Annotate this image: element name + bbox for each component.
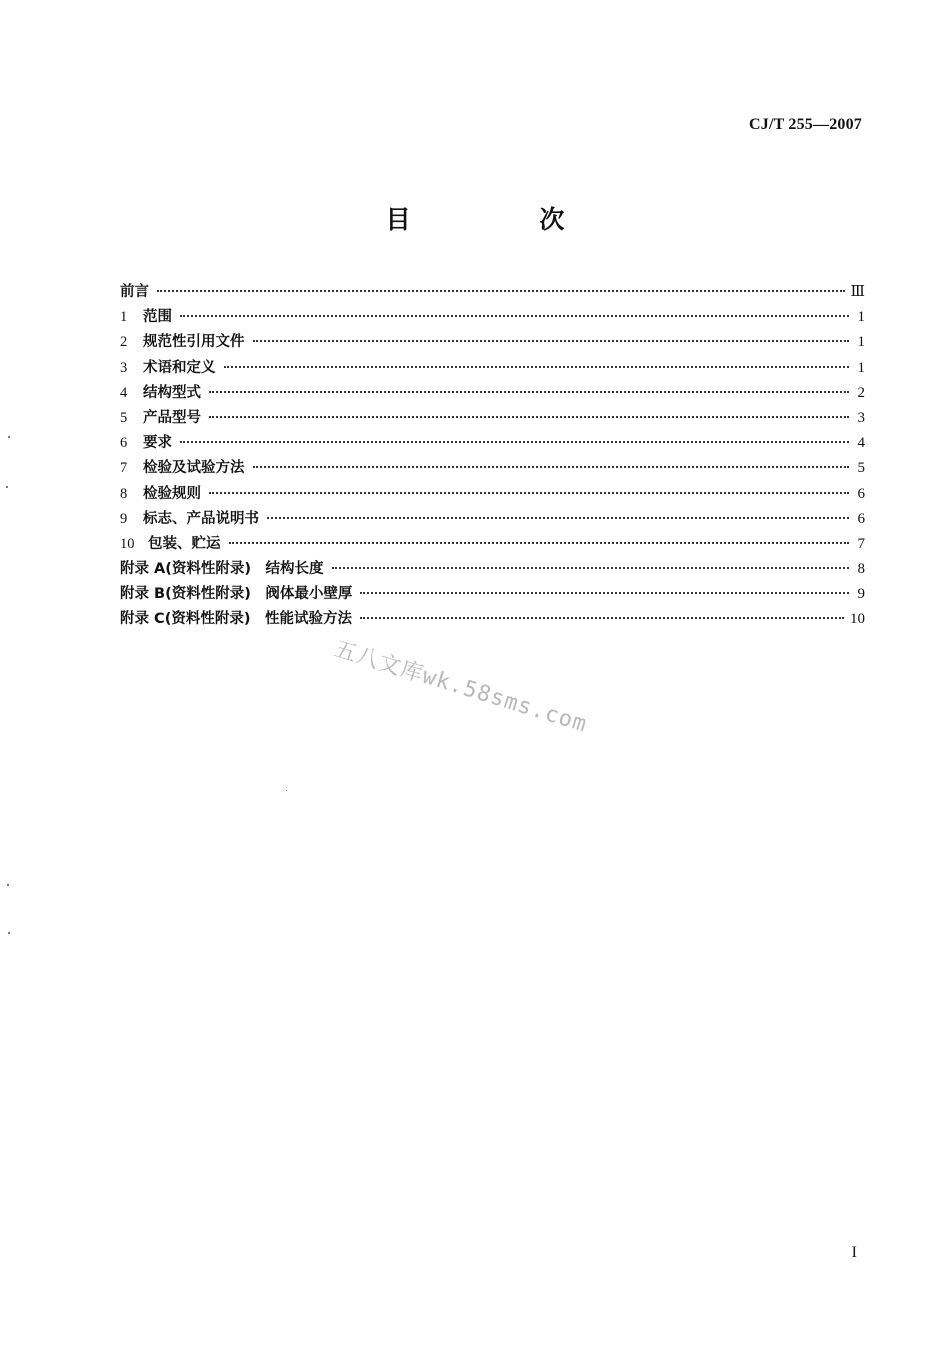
toc-entry-label: 附录 C(资料性附录) 性能试验方法 bbox=[120, 611, 352, 628]
toc-leader-dots bbox=[267, 517, 849, 519]
toc-entry-label: 7 检验及试验方法 bbox=[120, 460, 245, 477]
page-title: 目 次 bbox=[385, 205, 625, 234]
toc-page-number: 5 bbox=[857, 460, 865, 477]
toc-section-number: 6 bbox=[120, 435, 128, 452]
toc-leader-dots bbox=[332, 567, 849, 569]
toc-leader-dots bbox=[209, 492, 849, 494]
toc-entry-product-model[interactable] bbox=[120, 406, 865, 431]
scan-speck bbox=[8, 932, 10, 934]
toc-page-number: 6 bbox=[857, 510, 865, 527]
scan-speck bbox=[286, 790, 287, 791]
toc-page-number: 4 bbox=[857, 435, 865, 452]
toc-leader-dots bbox=[209, 416, 849, 418]
toc-entry-annex-b[interactable] bbox=[120, 582, 865, 607]
toc-leader-dots bbox=[360, 617, 844, 619]
toc-entry-preface[interactable] bbox=[120, 280, 865, 305]
toc-entry-packaging-storage[interactable] bbox=[120, 532, 865, 557]
toc-page-number: 8 bbox=[857, 561, 865, 578]
toc-page-number: 9 bbox=[857, 586, 865, 603]
toc-entry-label: 前言 bbox=[120, 284, 149, 300]
toc-section-number: 10 bbox=[120, 535, 135, 552]
toc-leader-dots bbox=[253, 466, 850, 468]
toc-leader-dots bbox=[180, 315, 849, 317]
toc-section-number: 3 bbox=[120, 359, 128, 376]
toc-leader-dots bbox=[224, 366, 850, 368]
toc-section-number: 9 bbox=[120, 510, 128, 527]
toc-page-number: 1 bbox=[857, 334, 865, 351]
toc-section-number: 8 bbox=[120, 485, 128, 502]
toc-page-number: 10 bbox=[850, 611, 865, 628]
toc-section-number: 2 bbox=[120, 334, 128, 351]
toc-entry-normative-references[interactable] bbox=[120, 330, 865, 355]
toc-page-number: 1 bbox=[857, 359, 865, 376]
toc-leader-dots bbox=[229, 542, 850, 544]
toc-entry-requirements[interactable] bbox=[120, 431, 865, 456]
watermark: 五八文库wk.58sms.com bbox=[331, 636, 591, 738]
scan-speck bbox=[7, 884, 9, 886]
toc-entry-label: 附录 B(资料性附录) 阀体最小壁厚 bbox=[120, 586, 353, 603]
toc-entry-label: 8 检验规则 bbox=[120, 485, 201, 502]
toc-entry-label: 6 要求 bbox=[120, 435, 172, 452]
table-of-contents bbox=[120, 280, 865, 633]
toc-page-number: Ⅲ bbox=[850, 284, 865, 300]
toc-leader-dots bbox=[180, 441, 849, 443]
toc-entry-inspection-rules[interactable] bbox=[120, 482, 865, 507]
page-number: I bbox=[851, 1244, 857, 1261]
toc-page-number: 7 bbox=[857, 535, 865, 552]
toc-entry-annex-a[interactable] bbox=[120, 557, 865, 582]
toc-entry-label: 1 范围 bbox=[120, 309, 172, 326]
toc-entry-label: 5 产品型号 bbox=[120, 409, 201, 426]
toc-entry-annex-c[interactable] bbox=[120, 607, 865, 632]
toc-leader-dots bbox=[360, 592, 849, 594]
scan-speck bbox=[6, 486, 8, 488]
toc-entry-label: 4 结构型式 bbox=[120, 384, 201, 401]
toc-entry-scope[interactable] bbox=[120, 305, 865, 330]
toc-entry-terms-definitions[interactable] bbox=[120, 356, 865, 381]
toc-entry-label: 2 规范性引用文件 bbox=[120, 334, 245, 351]
toc-entry-label: 附录 A(资料性附录) 结构长度 bbox=[120, 561, 324, 578]
toc-page-number: 2 bbox=[857, 384, 865, 401]
toc-entry-label: 10 包装、贮运 bbox=[120, 535, 221, 552]
toc-entry-structure-type[interactable] bbox=[120, 381, 865, 406]
toc-section-number: 7 bbox=[120, 460, 128, 477]
scan-speck bbox=[8, 436, 10, 438]
toc-leader-dots bbox=[209, 391, 849, 393]
toc-section-number: 1 bbox=[120, 309, 128, 326]
toc-page-number: 3 bbox=[857, 409, 865, 426]
toc-entry-test-methods[interactable] bbox=[120, 456, 865, 481]
toc-entry-label: 9 标志、产品说明书 bbox=[120, 510, 259, 527]
toc-section-number: 5 bbox=[120, 409, 128, 426]
toc-leader-dots bbox=[253, 340, 850, 342]
toc-section-number: 4 bbox=[120, 384, 128, 401]
standard-code: CJ/T 255—2007 bbox=[749, 116, 862, 133]
toc-page-number: 6 bbox=[857, 485, 865, 502]
toc-page-number: 1 bbox=[857, 309, 865, 326]
toc-entry-marking-manual[interactable] bbox=[120, 507, 865, 532]
toc-entry-label: 3 术语和定义 bbox=[120, 359, 216, 376]
toc-leader-dots bbox=[157, 290, 845, 292]
